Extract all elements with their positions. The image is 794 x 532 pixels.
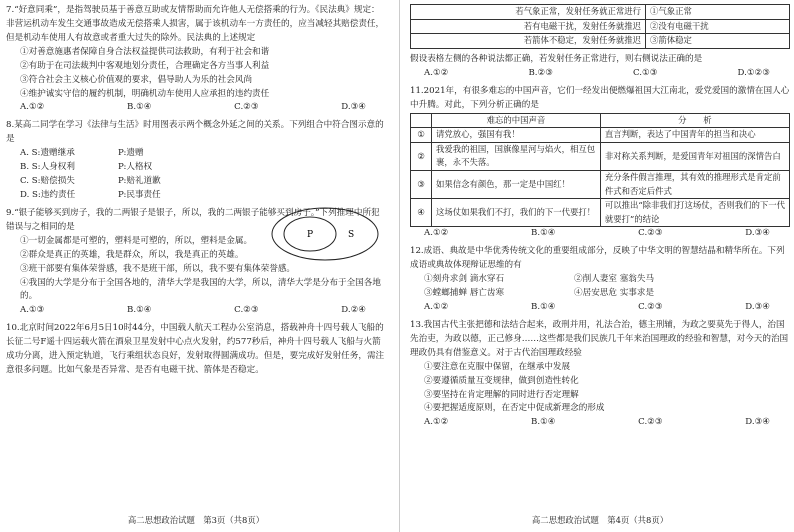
table-row — [411, 34, 790, 49]
q13-options — [410, 416, 790, 430]
q8-option-s: A. S:遗赠继承 — [20, 148, 75, 159]
page-footer: 高二思想政治试题 第4页（共8页） — [531, 515, 669, 526]
question-8 — [6, 119, 386, 203]
option-a: A.①③ — [20, 305, 45, 316]
option-c: C.②③ — [234, 305, 259, 316]
venn-label-s: S — [348, 230, 355, 240]
table-row — [411, 128, 790, 143]
q13-item: ②要遵循质量互变规律，做到创造性转化 — [424, 375, 579, 386]
option-c: C.②③ — [638, 417, 663, 428]
venn-outer-s — [272, 208, 378, 260]
option-b: B.②③ — [528, 67, 553, 78]
option-a: A.①② — [424, 228, 449, 239]
table-row — [411, 142, 790, 170]
q10-stem: 10.北京时间2022年6月5日10时44分，中国载人航天工程办公室消息，搭载神舟十四号载人飞船的长征二号F遥十四运载火箭在酒泉卫星发射中心点火发射，约577秒后，神舟十四号载人飞船与火箭成功分离，进入预定轨道，飞行乘组状态良好，发射取得圆满成功。但是，要完成好发射任务，需注意很多问题。比如气象是否异常、是否有电磁干扰、箭体是否稳定。 — [6, 323, 385, 376]
table-cell: ②没有电磁干扰 — [645, 19, 789, 34]
option-b: B.①④ — [531, 302, 556, 312]
page-4 — [410, 0, 790, 532]
q11-table — [410, 113, 790, 228]
q10-options — [410, 67, 790, 81]
q9-item: ④我国的大学是分布于全国各地的，清华大学是我国的大学，所以，清华大学是分布于全国各地的。 — [20, 277, 381, 302]
option-c: C.②③ — [234, 102, 259, 113]
q12-item: ③螳螂捕蝉 唇亡齿寒 — [424, 288, 505, 299]
venn-label-p: P — [307, 230, 314, 240]
table-cell: 充分条件假言推理，其有效的推理形式是肯定前件式和否定后件式 — [600, 170, 789, 198]
table-header: 分 析 — [600, 113, 789, 128]
q7-item: ②有助于在司法裁判中客观地划分责任，合理确定各方当事人利益 — [20, 60, 270, 71]
q8-options — [6, 147, 386, 203]
option-d: D.②④ — [341, 305, 366, 316]
page-divider — [399, 0, 400, 532]
table-cell: 我爱我的祖国，国旗像星河与焰火，相互包裹，永不失落。 — [432, 142, 601, 170]
table-cell: ② — [411, 142, 432, 170]
table-cell: 如果信念有颜色，那一定是中国红！ — [432, 170, 601, 198]
venn-diagram — [270, 206, 380, 266]
table-header — [411, 113, 432, 128]
table-cell: ③箭体稳定 — [645, 34, 789, 49]
q9-item: ②群众是真正的英雄，我是群众，所以，我是真正的英雄。 — [20, 249, 244, 260]
table-cell: 请党放心，强国有我！ — [432, 128, 601, 143]
option-d: D.③④ — [745, 417, 770, 428]
option-c: C.②③ — [638, 302, 663, 312]
option-b: B.①④ — [127, 102, 152, 113]
q12-item: ②削人妻室 塞翁失马 — [574, 274, 655, 285]
question-11 — [410, 85, 790, 242]
q10-continued — [410, 53, 790, 81]
q7-stem: 7.“好意同乘”，是指驾驶员基于善意互助或友情帮助而允许他人无偿搭乘的行为。《民法典》规定：非营运机动车发生交通事故造成无偿搭乘人损害，属于该机动车一方责任的，应当减轻其赔偿责任，但是机动车使用人有故意或者重大过失的除外。民法典的上述规定 — [6, 5, 385, 43]
q8-option-p: P:赔礼道歉 — [118, 176, 161, 187]
q10-tail: 假设表格左侧的各种说法都正确，若发射任务正常进行，则右侧说法正确的是 — [410, 53, 703, 64]
option-a: A.①② — [424, 67, 449, 78]
table-header: 难忘的中国声音 — [432, 113, 601, 128]
table-header-row — [411, 113, 790, 128]
table-cell: 可以推出“除非我们打这场仗，否则我们的下一代就要打”的结论 — [600, 199, 789, 227]
table-cell: ① — [411, 128, 432, 143]
q13-item: ①要注意在克服中保留，在继承中发展 — [424, 361, 571, 372]
table-cell: 这场仗如果我们不打，我们的下一代要打！ — [432, 199, 601, 227]
q7-options — [6, 101, 386, 115]
q13-item: ④要把握适度原则，在否定中促成新理念的形成 — [424, 403, 605, 414]
q12-stem: 12.成语、典故是中华优秀传统文化的重要组成部分，反映了中华文明的智慧结晶和精华所在。下列成语或典故体现辩证思维的有 — [410, 246, 785, 271]
table-cell: ①气象正常 — [645, 5, 789, 20]
q12-items — [410, 273, 790, 301]
option-b: B.①④ — [531, 417, 556, 428]
page-3 — [6, 0, 386, 532]
q7-item: ①对善意施惠者保障自身合法权益提供司法救助，有利于社会和谐 — [20, 46, 270, 57]
option-a: A.①② — [424, 417, 449, 428]
q12-options — [410, 301, 790, 315]
q11-stem: 11.2021年，有很多难忘的中国声音，它们一经发出便燃爆祖国大江南北，爱党爱国的激情在国人心中升腾。对此，下列分析正确的是 — [410, 85, 790, 110]
q7-item: ④维护诚实守信的履约机制，明确机动车使用人应承担的违约责任 — [20, 88, 270, 99]
option-d: D.③④ — [341, 102, 366, 113]
q8-option-s: D. S:违约责任 — [20, 189, 76, 200]
option-c: C.①③ — [633, 67, 658, 78]
table-row — [411, 19, 790, 34]
q9-item: ①一切金属都是可塑的，塑料是可塑的，所以，塑料是金属。 — [20, 235, 253, 246]
option-d: D.③④ — [745, 228, 770, 239]
table-row — [411, 170, 790, 198]
table-cell: 若箭体不稳定，发射任务就推迟 — [411, 34, 646, 49]
q9-stem: 9.“银子能够买到房子，我的二两银子是银子，所以，我的二两银子能够买到房子。”下列推理中所犯错误与之相同的是 — [6, 207, 380, 232]
q12-item: ①刻舟求剑 滴水穿石 — [424, 274, 505, 285]
q12-item: ④居安思危 实事求是 — [574, 288, 655, 299]
q13-stem: 13.我国古代主张把德和法结合起来，政刑并用，礼法合治，德主刑辅，为政之要莫先于得人，治国先治吏，为政以德，正己修身……这些都是我们民族几千年来治国理政的经验和智慧，对今天的治国理政仍具有借鉴意义。对于古代治国理政经验 — [410, 319, 789, 358]
option-d: D.①②③ — [737, 67, 770, 78]
table-cell: ③ — [411, 170, 432, 198]
option-c: C.②③ — [638, 228, 663, 239]
q8-option-p: P:遗赠 — [118, 148, 144, 159]
page-footer: 高二思想政治试题 第3页（共8页） — [127, 515, 265, 526]
q8-option-s: B. S:人身权利 — [20, 162, 75, 173]
table-row — [411, 199, 790, 227]
q8-option-s: C. S:赔偿损失 — [20, 176, 75, 187]
q10-table — [410, 4, 790, 49]
table-cell: 若气象正常，发射任务就正常进行 — [411, 5, 646, 20]
table-row — [411, 5, 790, 20]
table-cell: 非对称关系判断，是爱国青年对祖国的深情告白 — [600, 142, 789, 170]
table-cell: ④ — [411, 199, 432, 227]
q13-item: ③要坚持在肯定理解的同时进行否定理解 — [424, 389, 579, 400]
q9-options — [6, 304, 386, 318]
q11-options — [410, 227, 790, 241]
q7-item: ③符合社会主义核心价值观的要求，倡导助人为乐的社会风尚 — [20, 74, 253, 85]
q8-option-p: P:民事责任 — [118, 189, 161, 200]
option-a: A.①② — [424, 302, 449, 312]
question-12 — [410, 245, 790, 315]
q8-stem: 8.某高二同学在学习《法律与生活》时用图表示两个概念外延之间的关系。下列组合中符合图示意的是 — [6, 120, 384, 145]
question-10 — [6, 322, 386, 378]
option-b: B.①④ — [531, 228, 556, 239]
option-d: D.③④ — [745, 302, 770, 312]
q8-option-p: P:人格权 — [118, 162, 153, 173]
table-cell: 若有电磁干扰，发射任务就推迟 — [411, 19, 646, 34]
q9-item: ③班干部要有集体荣誉感，我不是班干部，所以，我不要有集体荣誉感。 — [20, 263, 296, 274]
table-cell: 直言判断，表达了中国青年的担当和决心 — [600, 128, 789, 143]
option-a: A.①② — [20, 102, 45, 113]
question-13 — [410, 319, 790, 430]
option-b: B.①④ — [127, 305, 152, 316]
question-7 — [6, 4, 386, 115]
